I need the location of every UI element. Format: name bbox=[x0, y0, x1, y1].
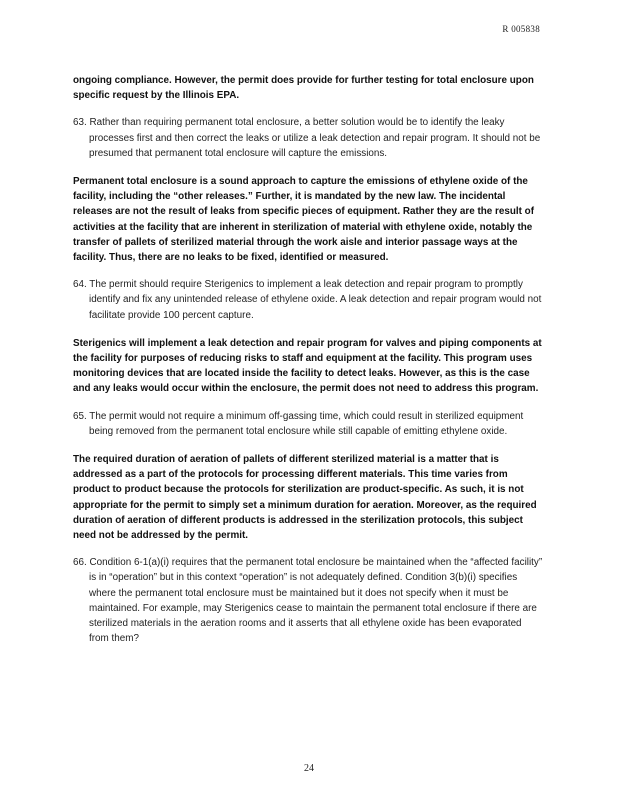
response-paragraph: Permanent total enclosure is a sound approach to capture the emissions of ethylene oxide of the facility, including the “other releases.” Further, it is mandated by the new law. The incidental releases are not the result of leaks from specific pieces of equipment. Rather they are the result of activities at the facility that are inherent in sterilization of material with ethylene oxide, notably the transfer of pallets of sterilized material through the work aisle and interior passage ways at the facility. Thus, there are no leaks to be fixed, identified or measured. bbox=[73, 176, 534, 264]
page-number: 24 bbox=[304, 763, 314, 774]
document-body bbox=[73, 73, 543, 660]
comment-65: 65. The permit would not require a minimum off-gassing time, which could result in sterilized equipment being removed from the permanent total enclosure while still capable of emitting ethylene oxide. bbox=[73, 410, 524, 437]
response-paragraph: ongoing compliance. However, the permit does provide for further testing for total enclosure upon specific request by the Illinois EPA. bbox=[73, 75, 534, 102]
comment-66: 66. Condition 6-1(a)(i) requires that the permanent total enclosure be maintained when the “affected facility” is in “operation” but in this context “operation” is not adequately defined. Condition 3(b)(i) specifies where the permanent total enclosure must be maintained but it does not specify when it must be maintained. For example, may Sterigenics cease to maintain the permanent total enclosure if there are sterilized materials in the aeration rooms and it asserts that all ethylene oxide has been evaporated from them? bbox=[73, 557, 543, 645]
comment-64: 64. The permit should require Sterigenics to implement a leak detection and repair program to promptly identify and fix any unintended release of ethylene oxide. A leak detection and repair program would not facilitate provide 100 percent capture. bbox=[73, 279, 542, 321]
bates-number: R 005838 bbox=[502, 24, 540, 34]
comment-63: 63. Rather than requiring permanent total enclosure, a better solution would be to identify the leaky processes first and then correct the leaks or utilize a leak detection and repair program. It should not be presumed that permanent total enclosure will capture the emissions. bbox=[73, 117, 541, 159]
response-paragraph: Sterigenics will implement a leak detection and repair program for valves and piping components at the facility for purposes of reducing risks to staff and equipment at the facility. This program uses monitoring devices that are located inside the facility to detect leaks. However, as this is the case and any leaks would occur within the enclosure, the permit does not need to address this program. bbox=[73, 337, 542, 395]
response-paragraph: The required duration of aeration of pallets of different sterilized material is a matter that is addressed as a part of the protocols for processing different materials. This time varies from product to product because the protocols for sterilization are product-specific. As such, it is not appropriate for the permit to simply set a minimum duration for aeration. Moreover, as the required duration of aeration of different products is addressed in the sterilization protocols, this subject need not be addressed by the permit. bbox=[73, 454, 537, 542]
